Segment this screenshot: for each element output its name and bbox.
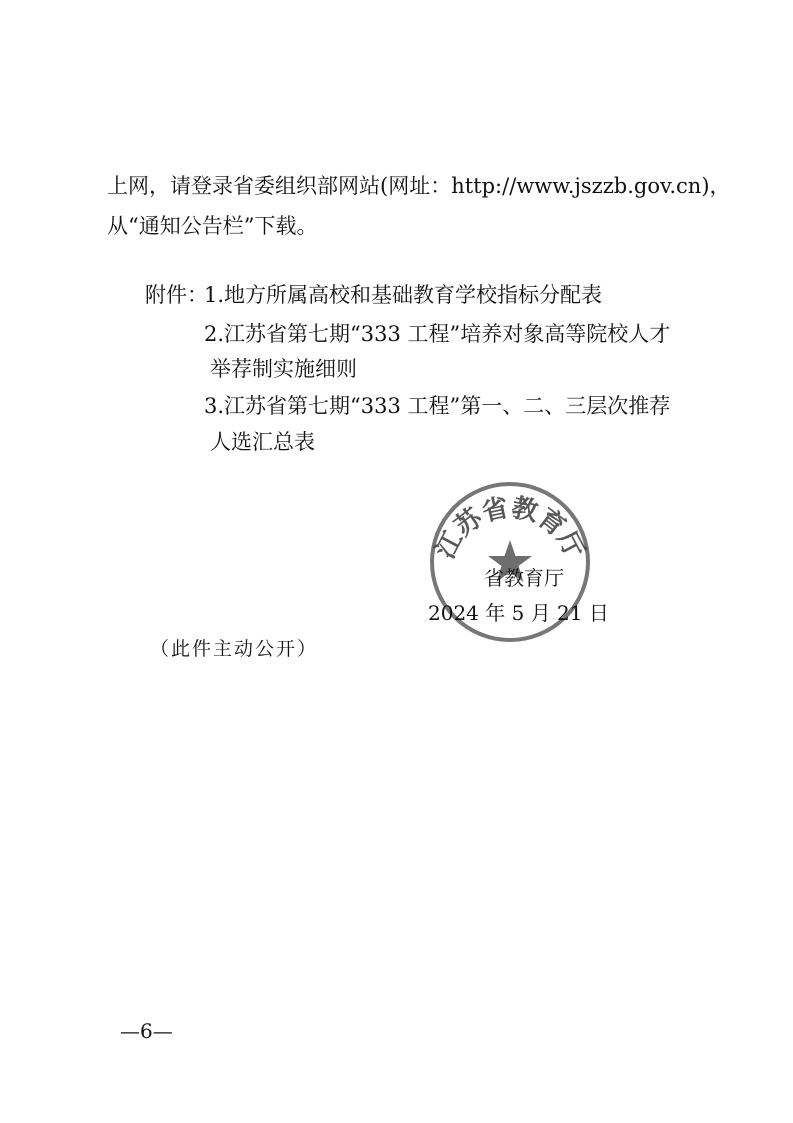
body-line-1: 上网，请登录省委组织部网站(网址：http://www.jszzb.gov.cn)，: [107, 174, 731, 198]
attachment-item-2-continued: 举荐制实施细则: [210, 357, 357, 381]
issue-date: 2024 年 5 月 21 日: [428, 601, 609, 625]
attachment-item-1: 1.地方所属高校和基础教育学校指标分配表: [204, 283, 603, 307]
attachment-item-3-continued: 人选汇总表: [210, 430, 315, 454]
attachments-label: 附件：: [145, 283, 208, 307]
attachment-item-3: 3.江苏省第七期“333 工程”第一、二、三层次推荐: [204, 394, 671, 418]
page-number: —6—: [120, 1019, 173, 1043]
disclosure-note: （此件主动公开）: [150, 638, 319, 660]
body-line-2: 从“通知公告栏”下载。: [107, 214, 318, 238]
seal-text-path: 江苏省教育厅: [430, 492, 590, 564]
attachment-item-2: 2.江苏省第七期“333 工程”培养对象高等院校人才: [204, 322, 671, 346]
issuing-organization: 省教育厅: [484, 566, 564, 590]
